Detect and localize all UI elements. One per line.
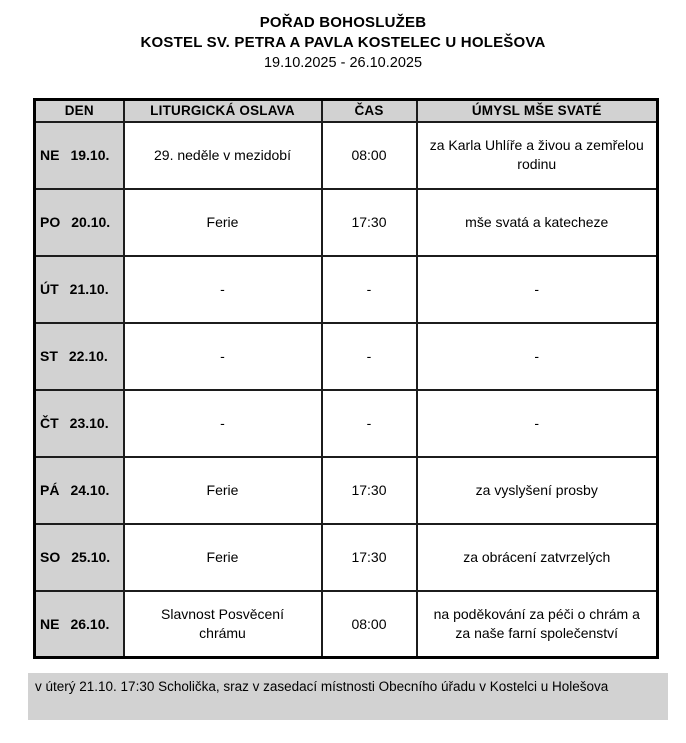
time-cell: 08:00 <box>322 122 417 189</box>
celebration-cell: - <box>124 256 322 323</box>
day-cell <box>35 390 124 457</box>
table-row <box>35 323 658 390</box>
day-date: 21.10. <box>69 281 109 297</box>
day-abbreviation: SO <box>40 549 61 565</box>
date-range: 19.10.2025 - 26.10.2025 <box>263 55 423 71</box>
intention-cell: mše svatá a katecheze <box>417 189 658 256</box>
table-row <box>35 457 658 524</box>
day-cell <box>35 256 124 323</box>
celebration-cell: - <box>124 390 322 457</box>
day-abbreviation: PO <box>40 214 61 230</box>
column-header-den: DEN <box>35 100 124 122</box>
day-abbreviation: PÁ <box>40 482 60 498</box>
intention-cell: za obrácení zatvrzelých <box>417 524 658 591</box>
day-cell <box>35 457 124 524</box>
day-abbreviation: ÚT <box>40 281 59 297</box>
intention-cell: - <box>417 256 658 323</box>
time-cell: 17:30 <box>322 524 417 591</box>
time-cell: 08:00 <box>322 591 417 658</box>
day-date: 20.10. <box>71 214 111 230</box>
day-cell <box>35 591 124 658</box>
table-header-row <box>35 100 658 122</box>
schedule-body <box>35 122 658 658</box>
footer-note: v úterý 21.10. 17:30 Scholička, sraz v zasedací místnosti Obecního úřadu v Kostelci u Holešova <box>28 673 668 720</box>
day-date: 23.10. <box>69 415 109 431</box>
column-header-liturgicka-oslava: LITURGICKÁ OSLAVA <box>124 100 322 122</box>
day-date: 25.10. <box>71 549 111 565</box>
time-cell: - <box>322 323 417 390</box>
table-row <box>35 122 658 189</box>
celebration-cell: 29. neděle v mezidobí <box>124 122 322 189</box>
celebration-cell: Slavnost Posvěcení chrámu <box>124 591 322 658</box>
time-cell: 17:30 <box>322 457 417 524</box>
schedule-table <box>33 98 659 659</box>
day-abbreviation: ST <box>40 348 58 364</box>
day-cell <box>35 122 124 189</box>
intention-cell: - <box>417 323 658 390</box>
day-abbreviation: NE <box>40 615 60 632</box>
column-header-umysl-mse-svate: ÚMYSL MŠE SVATÉ <box>417 100 658 122</box>
column-header-cas: ČAS <box>322 100 417 122</box>
table-row <box>35 256 658 323</box>
day-date: 22.10. <box>68 348 108 364</box>
table-row <box>35 591 658 658</box>
celebration-cell: Ferie <box>124 524 322 591</box>
page-title: POŘAD BOHOSLUŽEB <box>259 14 427 31</box>
day-cell <box>35 323 124 390</box>
page-subtitle: KOSTEL SV. PETRA A PAVLA KOSTELEC U HOLEŠOVA <box>140 34 546 51</box>
table-row <box>35 189 658 256</box>
day-date: 26.10. <box>70 615 110 632</box>
document-header <box>0 0 686 73</box>
intention-cell: - <box>417 390 658 457</box>
table-row <box>35 390 658 457</box>
day-date: 19.10. <box>70 147 110 163</box>
time-cell: - <box>322 390 417 457</box>
intention-cell: za Karla Uhlíře a živou a zemřelou rodinu <box>417 122 658 189</box>
intention-cell: za vyslyšení prosby <box>417 457 658 524</box>
day-abbreviation: NE <box>40 147 60 163</box>
intention-cell: na poděkování za péči o chrám a za naše farní společenství <box>417 591 658 658</box>
day-cell <box>35 189 124 256</box>
time-cell: 17:30 <box>322 189 417 256</box>
table-row <box>35 524 658 591</box>
celebration-cell: Ferie <box>124 189 322 256</box>
day-cell <box>35 524 124 591</box>
celebration-cell: - <box>124 323 322 390</box>
day-abbreviation: ČT <box>40 415 59 431</box>
day-date: 24.10. <box>70 482 110 498</box>
time-cell: - <box>322 256 417 323</box>
celebration-cell: Ferie <box>124 457 322 524</box>
